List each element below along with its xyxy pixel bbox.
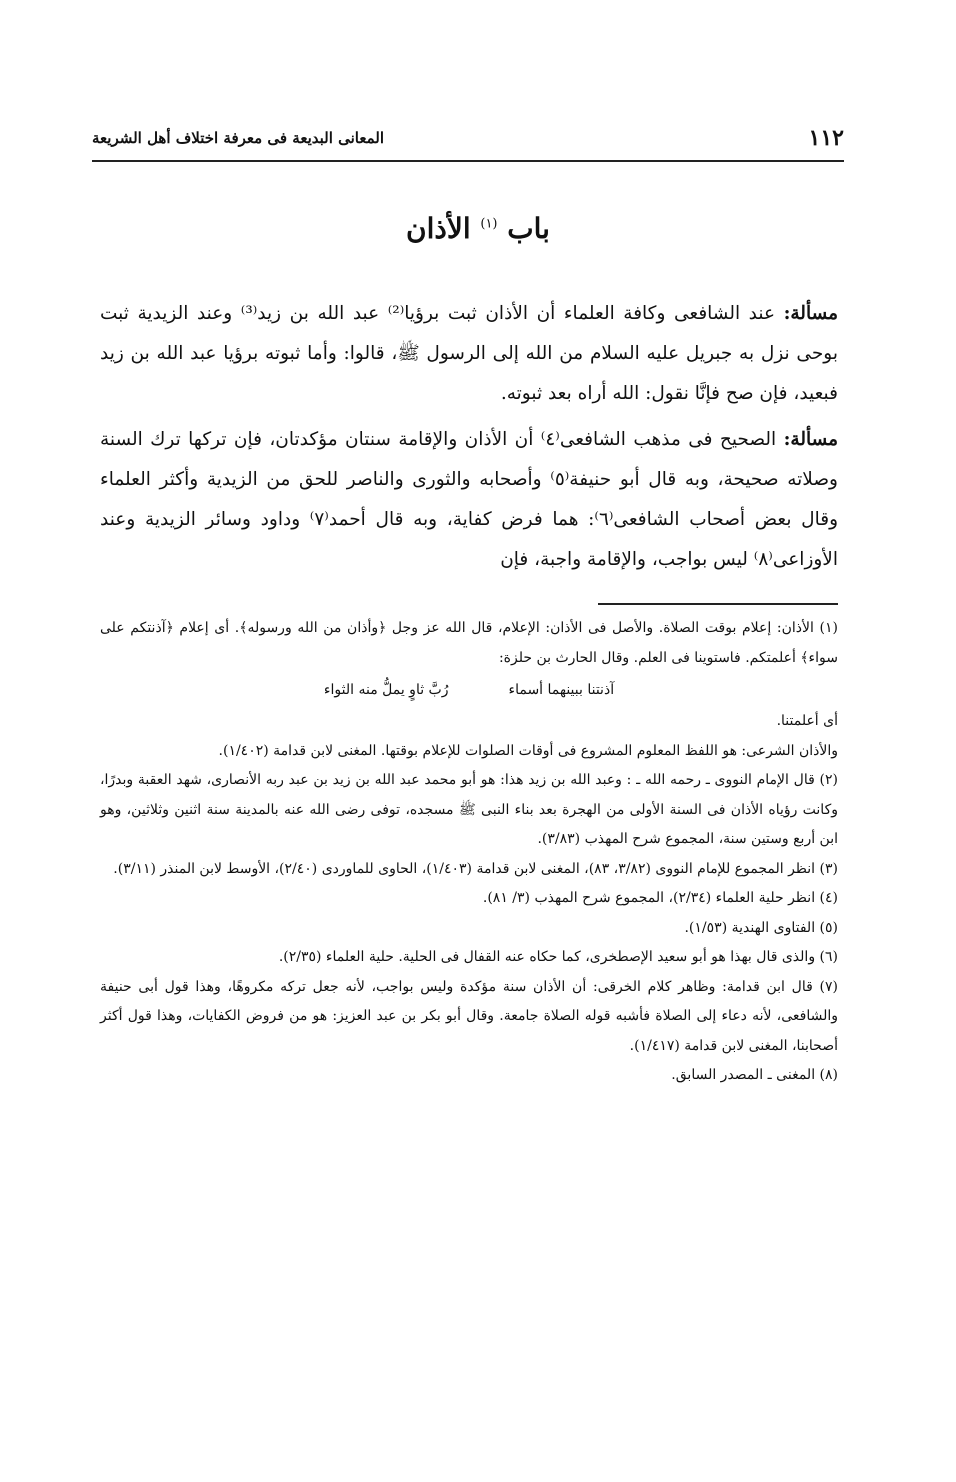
- paragraph-text: الصحيح فى مذهب الشافعى⁽٤⁾ أن الأذان والإقامة سنتان مؤكدتان، فإن تركها ترك السنة وصلاته صحيحة، وبه قال أبو حنيفة⁽٥⁾ وأصحابه والثورى والناصر للحق من الزيدية وأكثر العلماء وقال بعض أصحاب الشافعى⁽٦⁾: هما فرض كفاية، وبه قال أحمد⁽٧⁾ وداود وسائر الزيدية وعند الأوزاعى⁽٨⁾ ليس بواجب، والإقامة واجبة، فإن: [100, 429, 839, 570]
- footnote-1: (١) الأذان: إعلام بوقت الصلاة. والأصل فى الأذان: الإعلام، قال الله عز وجل ﴿وأذان من الله ورسوله﴾. أى إعلام ﴿آذنتكم على سواء﴾ أعلمتكم. فاستوينا فى العلم. وقال الحارث بن حلزة:: [100, 620, 838, 666]
- paragraph-lead: مسألة:: [783, 303, 838, 324]
- footnote-5: (٥) الفتاوى الهندية (١/٥٣).: [684, 919, 838, 936]
- running-title: المعانى البديعة فى معرفة اختلاف أهل الشريعة: [92, 129, 385, 147]
- footnote-6: (٦) والذى قال بهذا هو أبو سعيد الإصطخرى، كما حكاه عنه القفال فى الحلية. حلية العلماء (٢/٣٥).: [278, 949, 838, 965]
- chapter-title-subject: الأذان: [406, 212, 471, 245]
- chapter-note-ref: (١): [480, 216, 498, 232]
- paragraph-lead: مسألة:: [783, 429, 839, 450]
- footnote-2: (٢) قال الإمام النووى ـ رحمه الله ـ : وعبد الله بن زيد هذا: هو أبو محمد عبد الله بن زيد بن عبد ربه الأنصارى، شهد العقبة وبدرًا، وكانت رؤياه الأذان فى السنة الأولى من الهجرة بعد بناء النبى ﷺ مسجده، توفى رضى الله عنه بالمدينة سنة اثنين وثلاثين، وهو ابن أربع وستين سنة، المجموع شرح المهذب (٣/٨٣).: [100, 772, 838, 847]
- verse-first-hemistich: آذنتنا ببينهما أسماء: [508, 682, 615, 698]
- chapter-title: [0, 212, 956, 245]
- paragraph-text: عند الشافعى وكافة العلماء أن الأذان ثبت برؤيا⁽²⁾ عبد الله بن زيد⁽³⁾ وعند الزيدية ثبت بوحى نزل به جبريل عليه السلام من الله إلى الرسول ﷺ، قالوا: وأما ثبوته برؤيا عبد الله بن زيد فبعيد، فإن صح فإنَّا نقول: الله أراه بعد ثبوته.: [100, 303, 838, 404]
- page-number: ١١٢: [808, 125, 844, 151]
- page-header: [92, 118, 844, 162]
- footnotes: [100, 614, 838, 1091]
- verse-second-hemistich: رُبَّ ثاوٍ يملُّ منه الثواء: [323, 682, 449, 698]
- paragraph-1: [100, 294, 838, 414]
- chapter-title-word: باب: [507, 212, 550, 245]
- footnote-1-continued: أى أعلمتنا.: [776, 713, 838, 729]
- poetry-verse: [100, 673, 838, 707]
- footnote-separator: [598, 603, 838, 605]
- footnote-3: (٣) انظر المجموع للإمام النووى (٣/٨٢، ٨٣)، المغنى لابن قدامة (١/٤٠٣)، الحاوى للماوردى (٢/٤٠)، الأوسط لابن المنذر (٣/١١).: [113, 860, 838, 877]
- main-text: [100, 294, 838, 586]
- paragraph-2: [100, 420, 838, 580]
- footnote-8: (٨) المغنى ـ المصدر السابق.: [671, 1067, 838, 1083]
- footnote-4: (٤) انظر حلية العلماء (٢/٣٤)، المجموع شرح المهذب (٣/ ٨١).: [482, 890, 838, 906]
- footnote-1-definition: والأذان الشرعى: هو اللفظ المعلوم المشروع فى أوقات الصلوات للإعلام بوقتها. المغنى لابن قدامة (١/٤٠٢).: [218, 742, 838, 759]
- footnote-7: (٧) قال ابن قدامة: وظاهر كلام الخرقى: أن الأذان سنة مؤكدة وليس بواجب، لأنه جعل تركه مكروهًا، وهذا قول أبى حنيفة والشافعى، لأنه دعاء إلى الصلاة فأشبه قوله الصلاة جامعة. وقال أبو بكر بن عبد العزيز: هو من فروض الكفايات، وهذا قول أكثر أصحابنا، المغنى لابن قدامة (١/٤١٧).: [100, 978, 838, 1054]
